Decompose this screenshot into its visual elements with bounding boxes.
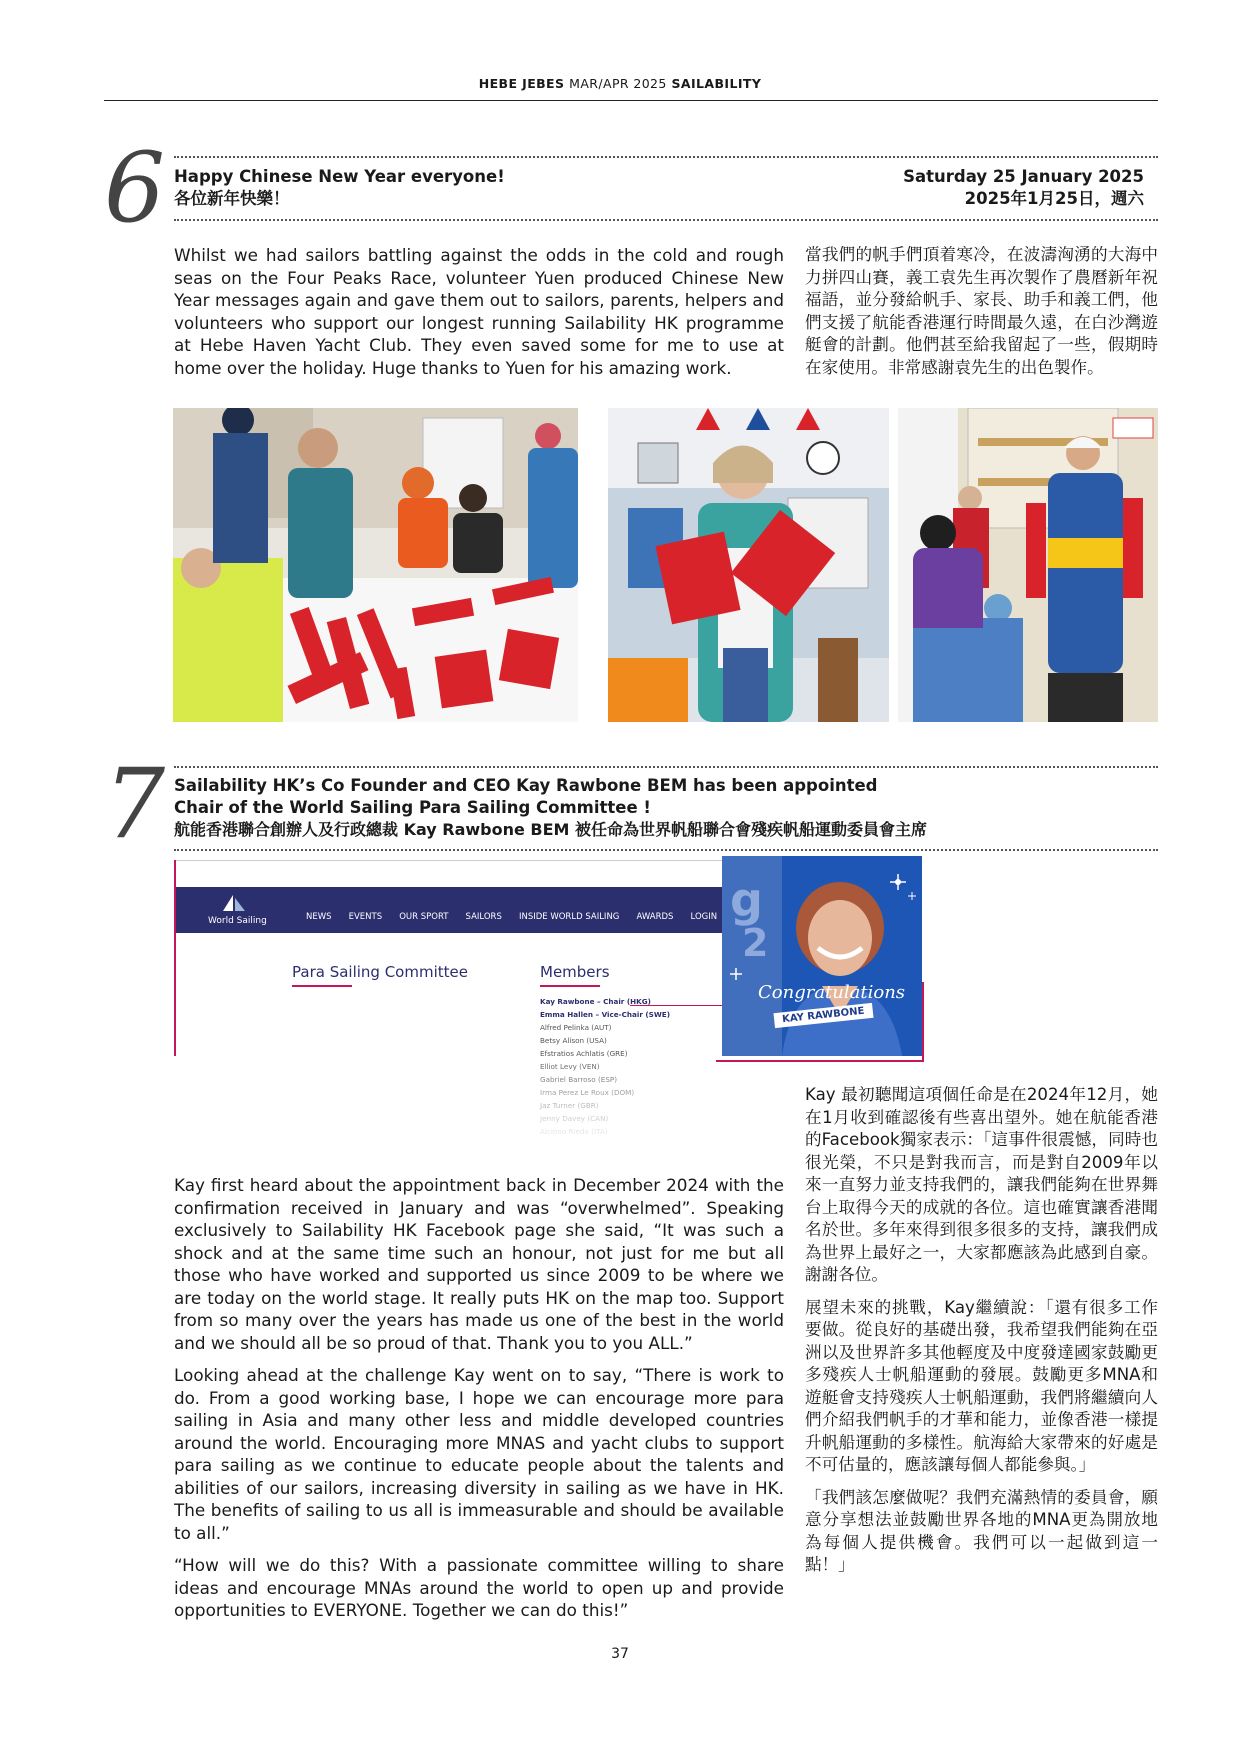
dotted-rule — [174, 156, 1158, 158]
svg-text:2: 2 — [742, 921, 769, 965]
world-sailing-screenshot — [174, 860, 726, 1136]
body-zh-paragraph: Kay 最初聽聞這項個任命是在2024年12月，她在1月收到確認後有些喜出望外。她在航能香港的Facebook獨家表示：「這事件很震憾，同時也很光榮，不只是對我而言，而是對自2009年以來一直努力並支持我們的，讓我們能夠在世界舞台上取得今天的成就的各位。這也確實讓香港聞名於世。多年來得到很多很多的支持，讓我們成為世界上最好之一，大家都應該為此感到自豪。謝謝各位。 — [805, 1085, 1158, 1284]
members-heading: Members — [540, 963, 610, 981]
nav-awards[interactable]: AWARDS — [636, 912, 674, 922]
svg-text:g: g — [730, 873, 763, 927]
section7-body-en — [174, 1174, 784, 1632]
section6-title-zh: 各位新年快樂！ — [174, 189, 290, 208]
section-number-7: 7 — [104, 748, 166, 860]
photo-woman-with-couplets — [608, 408, 889, 722]
site-nav-menu — [306, 904, 729, 923]
committee-heading: Para Sailing Committee — [292, 963, 468, 981]
nav-news[interactable]: NEWS — [306, 912, 332, 922]
member-item: Efstratios Achlatis (GRE) — [540, 1049, 628, 1058]
header-rule — [104, 100, 1158, 101]
page-header — [0, 76, 1240, 91]
section7-title-en-line2: Chair of the World Sailing Para Sailing Committee ! — [174, 798, 651, 817]
photo-sailors-with-couplets — [898, 408, 1158, 722]
body-zh-paragraph: 展望未來的挑戰，Kay繼續說：「還有很多工作要做。從良好的基礎出發，我希望我們能夠在亞洲以及世界許多其他輕度及中度發達國家鼓勵更多殘疾人士帆船運動的發展。鼓勵更多MNA和遊艇會支持殘疾人士帆船運動，我們將繼續向人們介紹我們帆手的才華和能力，並像香港一樣提升帆船運動的多樣性。航海給大家帶來的好處是不可估量的，應該讓每個人都能參與。」 — [805, 1297, 1158, 1474]
screenshot-border — [174, 860, 726, 861]
member-item: Elliot Levy (VEN) — [540, 1062, 600, 1071]
portrait-underline — [716, 1060, 924, 1062]
member-item: Alcinoo Riedo (ITA) — [540, 1127, 608, 1136]
member-item: Alfred Pelinka (AUT) — [540, 1023, 612, 1032]
nav-inside-world-sailing[interactable]: INSIDE WORLD SAILING — [518, 912, 620, 922]
body-en-paragraph: “How will we do this? With a passionate committee willing to share ideas and encourage MNAs around the world to open up and provide opportunities to EVERYONE. Together we can do this!” — [174, 1555, 784, 1620]
page-number: 37 — [611, 1646, 629, 1662]
congrats-name-badge: KAY RAWBONE — [773, 1003, 873, 1028]
nav-events[interactable]: EVENTS — [348, 912, 383, 922]
section7-title-zh: 航能香港聯合創辦人及行政總裁 Kay Rawbone BEM 被任命為世界帆船聯合會殘疾帆船運動委員會主席 — [174, 820, 928, 839]
portrait-side-line — [922, 982, 924, 1062]
header-issue: MAR/APR 2025 — [569, 76, 667, 91]
congratulations-portrait — [722, 856, 922, 1056]
photo-volunteers-table — [173, 408, 578, 722]
header-section: SAILABILITY — [671, 76, 762, 91]
member-item: Jenny Davey (CAN) — [540, 1114, 609, 1123]
member-item: Irma Perez Le Roux (DOM) — [540, 1088, 635, 1097]
member-item: Jaz Turner (GBR) — [540, 1101, 599, 1110]
section6-body-en: Whilst we had sailors battling against the odds in the cold and rough seas on the Four Peaks Race, volunteer Yuen produced Chinese New Year messages again and gave them out to sailors, parents, helpers and volunteers who support our longest running Sailability HK programme at Hebe Haven Yacht Club. They even saved some for me to use at home over the holiday. Huge thanks to Yuen for his amazing work. — [174, 245, 784, 378]
members-list — [540, 995, 670, 1138]
body-en-paragraph: Looking ahead at the challenge Kay went on to say, “There is work to do. From a good working base, I hope we can encourage more para sailing in Asia and many other less and middle developed countries around the world. Encouraging more MNAS and yacht clubs to support para sailing as we continue to educate people about the talents and abilities of our sailors, increasing diversity in sailing as we have in HK. The benefits of sailing to us all is immeasurable and should be available to all.” — [174, 1365, 784, 1543]
dotted-rule — [174, 766, 1158, 768]
section6-body-zh: 當我們的帆手們頂着寒冷，在波濤洶湧的大海中力拼四山賽，義工袁先生再次製作了農曆新年祝福語，並分發給帆手、家長、助手和義工們，他們支援了航能香港運行時間最久遠，在白沙灣遊艇會的計劃。他們甚至給我留起了一些，假期時在家使用。非常感謝袁先生的出色製作。 — [805, 245, 1158, 377]
committee-underline — [292, 985, 352, 987]
nav-our-sport[interactable]: OUR SPORT — [399, 912, 449, 922]
section7-title-en-line1: Sailability HK’s Co Founder and CEO Kay Rawbone BEM has been appointed — [174, 776, 878, 795]
section6-date-zh: 2025年1月25日，週六 — [964, 189, 1144, 208]
section-number-6: 6 — [104, 132, 166, 244]
dotted-rule — [174, 849, 1158, 851]
body-en-paragraph: Kay first heard about the appointment back in December 2024 with the confirmation received in January and was “overwhelmed”. Speaking exclusively to Sailability HK Facebook page she said, “It was such a shock and at the same time such an honour, not just for me but all those who have worked and supported us since 2009 to be where we are today on the world stage. It really puts HK on the map too. Support from so many over the years has made us one of the best in the world and we should all be so proud of that. Thank you to you ALL.” — [174, 1175, 784, 1353]
site-navbar — [176, 887, 726, 933]
world-sailing-logo-text: World Sailing — [208, 916, 267, 926]
section6-title-en: Happy Chinese New Year everyone! — [174, 167, 505, 186]
members-underline — [540, 985, 600, 987]
section6-date-en: Saturday 25 January 2025 — [903, 167, 1144, 186]
member-item: Emma Hallen – Vice-Chair (SWE) — [540, 1010, 670, 1019]
member-item: Gabriel Barroso (ESP) — [540, 1075, 618, 1084]
body-zh-paragraph: 「我們該怎麼做呢？我們充滿熱情的委員會，願意分享想法並鼓勵世界各地的MNA更為開放地為每個人提供機會。我們可以一起做到這一點！」 — [805, 1487, 1158, 1574]
dotted-rule — [174, 219, 1158, 221]
congrats-script: Congratulations — [758, 982, 906, 1003]
member-item: Betsy Alison (USA) — [540, 1036, 607, 1045]
member-item: Kay Rawbone – Chair (HKG) — [540, 997, 651, 1006]
nav-sailors[interactable]: SAILORS — [465, 912, 502, 922]
header-publication: HEBE JEBES — [478, 76, 565, 91]
nav-login[interactable]: LOGIN — [690, 912, 718, 922]
section7-body-zh — [805, 1084, 1158, 1587]
